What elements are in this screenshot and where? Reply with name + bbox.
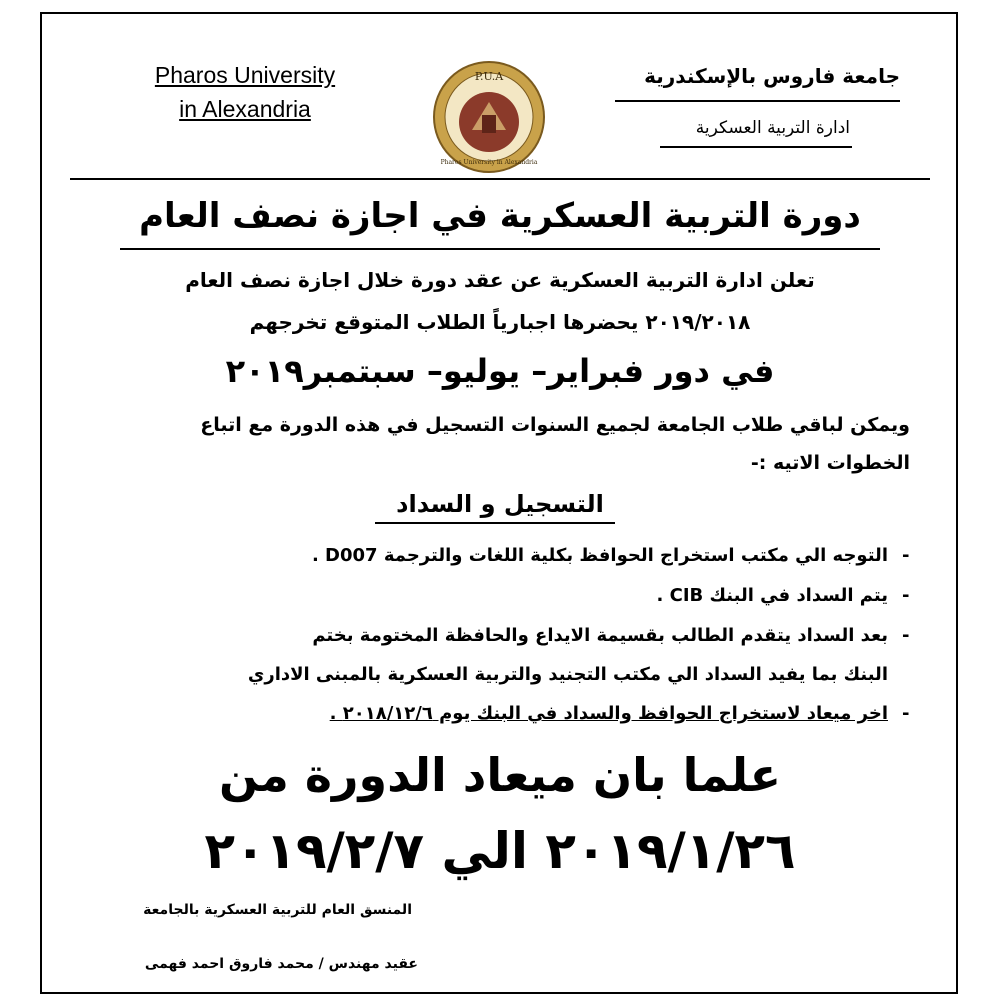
step-1-bullet: - [902, 545, 910, 566]
subtitle-underline [375, 522, 615, 524]
step-4-bullet: - [902, 703, 910, 724]
signature-name: عقيد مهندس / محمد فاروق احمد فهمى [144, 956, 418, 972]
university-name-english-line2: in Alexandria [179, 96, 311, 122]
department-name: ادارة التربية العسكرية [695, 118, 850, 138]
university-name-underline [615, 100, 900, 102]
note-line-2: الخطوات الاتيه :- [750, 452, 910, 474]
university-seal-icon [432, 60, 546, 174]
step-2-bullet: - [902, 585, 910, 606]
note-line-1: ويمكن لباقي طلاب الجامعة لجميع السنوات التسجيل في هذه الدورة مع اتباع [200, 414, 910, 436]
university-name-arabic: جامعة فاروس بالإسكندرية [644, 64, 900, 88]
announcement-title: دورة التربية العسكرية في اجازة نصف العام [139, 196, 861, 236]
terms-line: في دور فبراير– يوليو– سبتمبر٢٠١٩ [225, 352, 775, 390]
signature-role: المنسق العام للتربية العسكرية بالجامعة [143, 902, 412, 918]
course-dates: ٢٠١٩/١/٢٦ الي ٢٠١٩/٢/٧ [204, 822, 796, 880]
course-dates-notice: علما بان ميعاد الدورة من [219, 748, 781, 802]
seal-letters: P.U.A [474, 70, 504, 83]
university-name-english [110, 58, 380, 126]
step-2: يتم السداد في البنك CIB . [656, 585, 888, 606]
step-4: اخر ميعاد لاستخراج الحوافظ والسداد في البنك يوم ٢٠١٨/١٢/٦ . [329, 703, 888, 724]
step-3-continuation: البنك بما يفيد السداد الي مكتب التجنيد والتربية العسكرية بالمبنى الاداري [247, 664, 888, 685]
seal-ring-text: Pharos University in Alexandria [440, 159, 538, 166]
step-3-bullet: - [902, 625, 910, 646]
intro-line-1: تعلن ادارة التربية العسكرية عن عقد دورة خلال اجازة نصف العام [185, 268, 815, 292]
intro-line-2: ٢٠١٩/٢٠١٨ يحضرها اجبارياً الطلاب المتوقع تخرجهم [249, 310, 751, 334]
step-3: بعد السداد يتقدم الطالب بقسيمة الايداع والحافظة المختومة بختم [312, 625, 888, 646]
header-separator [70, 178, 930, 180]
department-underline [660, 146, 852, 148]
step-1: التوجه الي مكتب استخراج الحوافظ بكلية اللغات والترجمة D007 . [311, 545, 888, 566]
title-underline [120, 248, 880, 250]
registration-subtitle: التسجيل و السداد [396, 490, 604, 518]
university-name-english-line1: Pharos University [154, 62, 336, 88]
